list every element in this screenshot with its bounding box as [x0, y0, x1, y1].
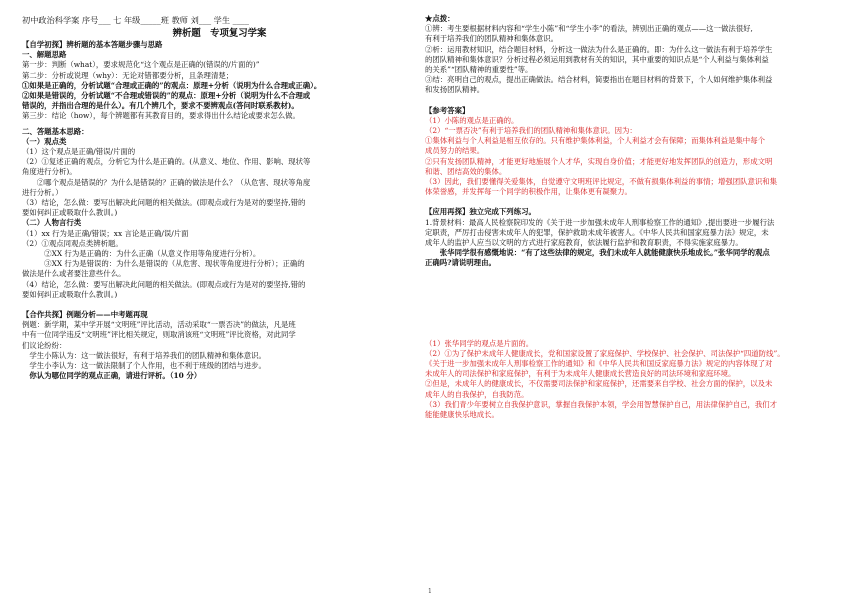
text-line: （2）“一票否决”有利于培养我们的团队精神和集体意识。因为： — [425, 126, 637, 136]
left-column — [22, 14, 417, 382]
text-line: 的团队精神和集体意识？分析过程必须运用到教材有关的知识，其中重要的知识点是“个人利益与集体利益 — [425, 54, 769, 64]
text-line: 二、答题基本思路： — [22, 126, 89, 136]
text-line: 1.背景材料：最高人民检察院印发的《关于进一步加强未成年人刑事检察工作的通知》,提出要进一步履行法 — [425, 217, 775, 227]
text-line — [425, 309, 843, 319]
text-line: （2）①复述正确的观点，分析它为什么是正确的。(从意义、地位、作用、影响、现状等 — [22, 157, 311, 167]
text-line: ①辨：考生要根据材料内容和“学生小陈”和“学生小李”的看法，辨别出正确的观点——这一做法很好, — [425, 24, 753, 34]
page-number: 1 — [428, 588, 432, 595]
text-line: ③结：亮明自己的观点，提出正确做法。结合材料，简要指出在题目材料的背景下，个人如何维护集体利益 — [425, 75, 773, 85]
text-line: 例题：新学期，某中学开展“文明班”评比活动，活动采取“一票否决”的做法，凡是班 — [22, 320, 296, 330]
text-line: （3）结论，怎么做：要写出解决此问题的相关做法。(即观点或行为是对的要坚持,错的 — [22, 198, 306, 208]
text-line: 成年人的监护人应当以文明的方式进行家庭教育，依法履行监护和教育职责，不得实施家庭暴力。 — [425, 238, 743, 248]
text-line — [425, 269, 843, 279]
text-line: ②XX 行为是正确的：为什么正确（从意义作用等角度进行分析）。 — [22, 249, 261, 259]
text-line: 和发扬团队精神。 — [425, 85, 485, 95]
text-line — [425, 279, 843, 289]
text-line: 第一步：判断（what），要求规范化“这个观点是正确的(错误的/片面的)” — [22, 60, 260, 70]
text-line: 【合作共探】例题分析——中考题再现 — [22, 310, 148, 320]
text-line: （二）人物言行类 — [22, 218, 82, 228]
right-column — [425, 14, 843, 420]
text-line: ②析：运用教材知识，结合题目材料，分析这一做法为什么是正确的。即：为什么这一做法有利于培养学生 — [425, 44, 773, 54]
text-line: （1）xx 行为是正确/错误；xx 言论是正确/误/片面 — [22, 228, 189, 238]
text-line: 进行分析。） — [22, 187, 63, 197]
text-line: ①如果是正确的，分析试题“合理或正确的”的观点：原理+分析（说明为什么合理或正确）。 — [22, 80, 322, 90]
text-line: 角度进行分析)。 — [22, 167, 77, 177]
worksheet-header: 初中政治科学案 序号___ 七 年级_____班 教师 刘___ 学生 ____ — [22, 15, 249, 25]
text-line: （3）我们青少年要树立自我保护意识，掌握自我保护本领，学会用智慧保护自己，用法律保护自己，我们才 — [425, 399, 778, 409]
text-line: （2）①为了保护未成年人健康成长，党和国家设置了家庭保护、学校保护、社会保护、司法保护“四道防线”。 — [425, 348, 785, 358]
text-line: （2）①观点同观点类辨析题。 — [22, 238, 123, 248]
text-line: ②只有发扬团队精神，才能更好地施展个人才华，实现自身价值；才能更好地发挥团队的创造力，形成文明 — [425, 156, 773, 166]
text-line: ①集体利益与个人利益是相互依存的。只有维护集体利益，个人利益才会有保障；而集体利益是集中每个 — [425, 136, 765, 146]
text-line: 要如何纠正或吸取什么教训。) — [22, 289, 118, 299]
text-line: 成年人的自我保护，自我防范。 — [425, 389, 529, 399]
text-line: 你认为哪位同学的观点正确，请进行评析。（10 分） — [22, 371, 202, 381]
text-line — [425, 96, 843, 106]
worksheet-title: 辨析题 专项复习学案 — [172, 28, 267, 39]
text-line: （3）因此，我们要懂得关爱集体，自觉遵守文明班评比规定，不做有损集体利益的事情；增强团队意识和集 — [425, 177, 778, 187]
text-line: （一）观点类 — [22, 136, 67, 146]
text-line: 做法是什么或者要注意些什么。 — [22, 269, 126, 279]
text-line: （1）张华同学的观点是片面的。 — [425, 338, 534, 348]
text-line: 和谐、团结高效的集体。 — [425, 166, 507, 176]
text-line: 《关于进一步加强未成年人刑事检察工作的通知》和《中华人民共和国反家庭暴力法》规定的内容体现了对 — [425, 359, 773, 369]
text-line: 张华同学很有感慨地说：“有了这些法律的规定，我们未成年人就能健康快乐地成长。”张华同学的观点 — [425, 248, 770, 258]
text-line: ②但是，未成年人的健康成长，不仅需要司法保护和家庭保护，还需要来自学校、社会方面的保护，以及未 — [425, 379, 773, 389]
text-line: 未成年人的司法保护和家庭保护，有利于为未成年人健康成长营造良好的司法环境和家庭环境。 — [425, 369, 736, 379]
text-line: 要如何纠正或吸取什么教训。) — [22, 208, 118, 218]
text-line: 定职责，严厉打击侵害未成年人的犯罪，保护救助未成年被害人。《中华人民共和国家庭暴力法》规定，未 — [425, 227, 769, 237]
text-line: ②哪个观点是错误的？为什么是错误的？正确的做法是什么？（从危害、现状等角度 — [22, 177, 311, 187]
text-line: 一、解题思路 — [22, 50, 67, 60]
text-line: 的关系”“团队精神的重要性”等。 — [425, 65, 533, 75]
text-line: 体荣誉感，并发挥每一个同学的积极作用，让集体更有凝聚力。 — [425, 187, 632, 197]
text-line — [425, 197, 843, 207]
text-line — [22, 300, 417, 310]
text-line: 有利于培养我们的团队精神和集体意识。 — [425, 34, 559, 44]
text-line: （1）小陈的观点是正确的。 — [425, 115, 519, 125]
left-body — [22, 40, 417, 382]
text-line: 第二步：分析或说理（why）：无论对错都要分析，且条理清楚； — [22, 70, 234, 80]
text-line: 【应用再探】独立完成下列练习。 — [425, 207, 536, 217]
text-line: 正确吗?请说明理由。 — [425, 258, 496, 268]
text-line: 学生小陈认为：这一做法很好，有利于培养我们的团队精神和集体意识。 — [22, 350, 266, 360]
text-line — [425, 299, 843, 309]
text-line: （1）这个观点是正确/错误/片面的 — [22, 147, 136, 157]
text-line: 错误的，并指出合理的是什么）。有几个辨几个，要求不要辨观点(答问时联系教材)。 — [22, 101, 299, 111]
right-body — [425, 14, 843, 420]
text-line: 成员努力的结果。 — [425, 146, 485, 156]
text-line: 学生小李认为：这一做法限制了个人作用，也不利于班级的团结与进步。 — [22, 361, 266, 371]
text-line — [425, 289, 843, 299]
text-line: ②如果是错误的，分析试题“不合理或错误的”的观点：原理+分析（说明为什么不合理或 — [22, 91, 311, 101]
text-line: ★点拨： — [425, 14, 455, 23]
text-line: 能能健康快乐地成长。 — [425, 410, 499, 420]
text-line: 们议论纷纷： — [22, 340, 67, 350]
text-line: 【参考答案】 — [425, 105, 470, 115]
text-line: 第三步：结论（how），每个辨题都有其教育目的，要求得出什么结论或要求怎么做。 — [22, 111, 300, 121]
text-line: 中有一位同学违反“文明班”评比相关规定，则取消该班“文明班”评比资格，对此同学 — [22, 330, 296, 340]
text-line — [425, 319, 843, 329]
text-line: 【自学初探】辨析题的基本答题步骤与思路 — [22, 40, 163, 49]
text-line — [425, 329, 843, 339]
text-line: ③XX 行为是错误的：为什么是错误的（从危害、现状等角度进行分析）；正确的 — [22, 259, 305, 269]
text-line: （4）结论，怎么做：要写出解决此问题的相关做法。(即观点或行为是对的要坚持,错的 — [22, 279, 306, 289]
